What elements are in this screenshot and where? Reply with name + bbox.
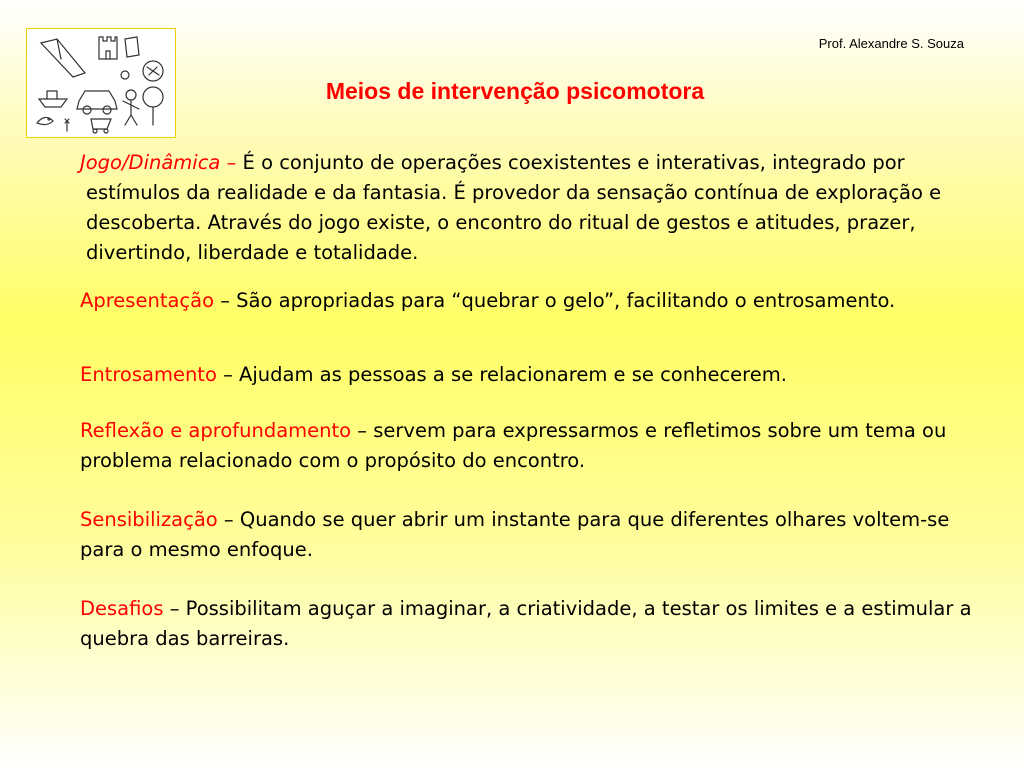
term-label: Apresentação (80, 289, 215, 312)
definition-reflexao (80, 416, 990, 476)
page-title: Meios de intervenção psicomotora (325, 78, 705, 104)
term-label: Sensibilização (80, 508, 218, 531)
definition-text: – servem para expressarmos e refletimos sobre um tema ou problema relacionado com o propósito do encontro. (80, 419, 947, 472)
definition-sensibilizacao (80, 505, 990, 565)
term-label: Reflexão e aprofundamento (80, 419, 352, 442)
definition-apresentacao (80, 286, 990, 316)
definition-entrosamento (80, 360, 990, 390)
definition-jogo-dinamica (80, 148, 996, 268)
definition-text: – Ajudam as pessoas a se relacionarem e se conhecerem. (216, 363, 787, 386)
definition-text: É o conjunto de operações coexistentes e interativas, integrado por estímulos da realidade e da fantasia. É provedor da sensação contínua de exploração e descoberta. Através do jogo existe, o encontro do ritual de gestos e atitudes, prazer, divertindo, liberdade e totalidade. (86, 151, 942, 264)
definition-text: – Possibilitam aguçar a imaginar, a criatividade, a testar os limites e a estimular a quebra das barreiras. (80, 597, 972, 650)
term-label: Desafios (80, 597, 164, 620)
definition-text: – São apropriadas para “quebrar o gelo”, facilitando o entrosamento. (214, 289, 896, 312)
definition-desafios (80, 594, 990, 654)
author-label: Prof. Alexandre S. Souza (818, 36, 964, 51)
definition-text: – Quando se quer abrir um instante para que diferentes olhares voltem-se para o mesmo enfoque. (80, 508, 950, 561)
term-label: Entrosamento (80, 363, 217, 386)
term-label: Jogo/Dinâmica – (80, 151, 243, 174)
